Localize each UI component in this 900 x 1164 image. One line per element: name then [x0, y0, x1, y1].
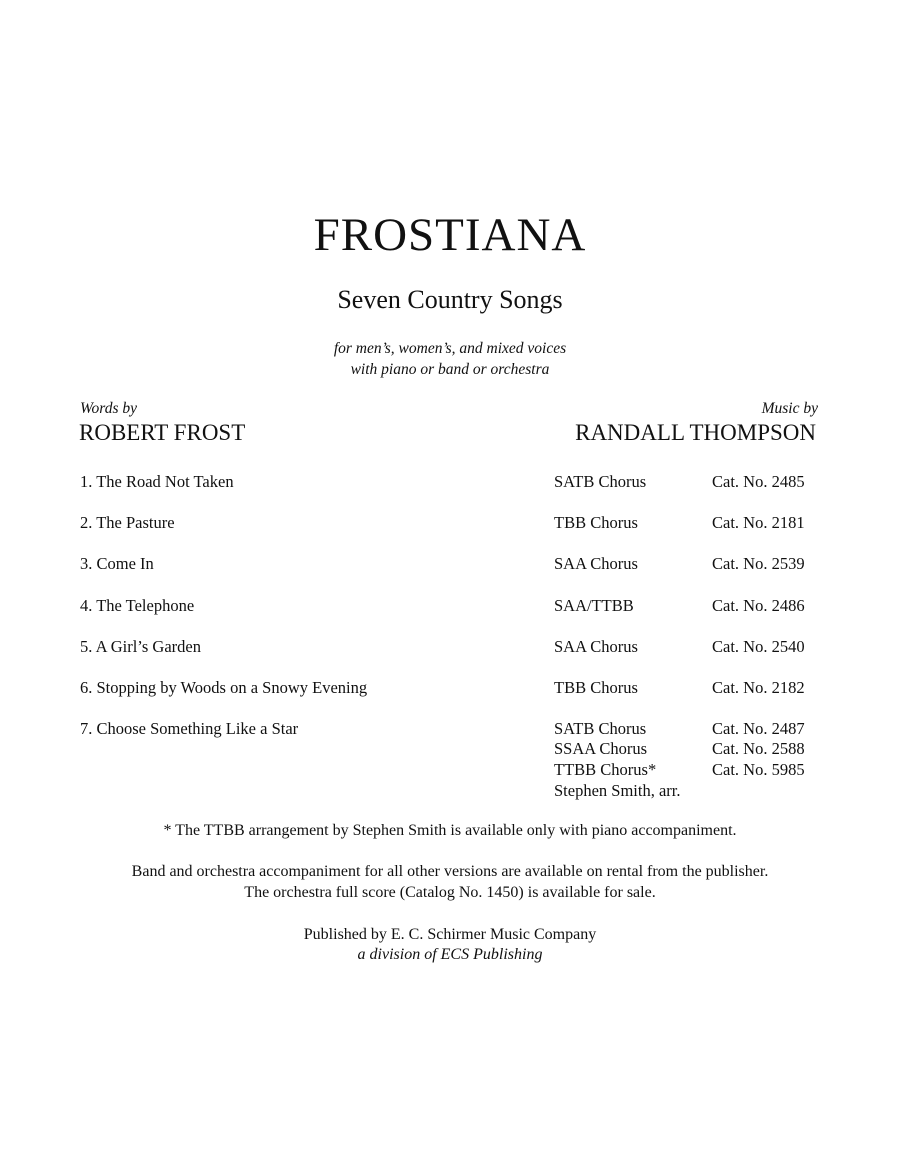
song-title: 1. The Road Not Taken: [80, 472, 234, 491]
song-title: 3. Come In: [80, 554, 154, 573]
song-title: 6. Stopping by Woods on a Snowy Evening: [80, 678, 368, 697]
song-catalog: Cat. No. 2588: [712, 739, 805, 758]
words-author: ROBERT FROST: [79, 420, 246, 445]
publisher-line-1: Published by E. C. Schirmer Music Company: [303, 926, 597, 943]
words-by-label: Words by: [80, 400, 137, 417]
song-catalog: Cat. No. 2539: [712, 554, 805, 573]
voicing-line-1: for men’s, women’s, and mixed voices: [333, 340, 567, 357]
song-catalog: Cat. No. 2487: [712, 719, 805, 738]
page-title: FROSTIANA: [313, 209, 587, 261]
song-catalog: Cat. No. 5985: [712, 760, 805, 779]
song-voicing: SSAA Chorus: [554, 739, 648, 758]
rental-note-line-1: Band and orchestra accompaniment for all other versions are available on rental from the publisher.: [131, 863, 769, 880]
page-subtitle: Seven Country Songs: [337, 285, 563, 314]
song-voicing: SAA/TTBB: [554, 596, 634, 615]
song-voicing: TTBB Chorus*: [554, 760, 657, 779]
arranger-credit: Stephen Smith, arr.: [554, 781, 681, 800]
song-voicing: SAA Chorus: [554, 554, 638, 573]
song-catalog: Cat. No. 2540: [712, 637, 805, 656]
song-voicing: TBB Chorus: [554, 513, 638, 532]
song-voicing: TBB Chorus: [554, 678, 638, 697]
song-catalog: Cat. No. 2182: [712, 678, 805, 697]
song-title: 2. The Pasture: [80, 513, 175, 532]
voicing-line-2: with piano or band or orchestra: [350, 361, 550, 378]
song-title: 5. A Girl’s Garden: [80, 637, 201, 656]
song-voicing: SATB Chorus: [554, 719, 647, 738]
song-catalog: Cat. No. 2181: [712, 513, 805, 532]
footnote: * The TTBB arrangement by Stephen Smith is available only with piano accompaniment.: [163, 822, 737, 839]
song-title: 4. The Telephone: [80, 596, 195, 615]
song-catalog: Cat. No. 2485: [712, 472, 805, 491]
rental-note-line-2: The orchestra full score (Catalog No. 1450) is available for sale.: [244, 884, 656, 901]
song-voicing: SATB Chorus: [554, 472, 647, 491]
song-catalog: Cat. No. 2486: [712, 596, 805, 615]
publisher-line-2: a division of ECS Publishing: [357, 946, 543, 963]
music-author: RANDALL THOMPSON: [575, 420, 816, 445]
song-title: 7. Choose Something Like a Star: [80, 719, 299, 738]
music-by-label: Music by: [761, 400, 818, 417]
song-voicing: SAA Chorus: [554, 637, 638, 656]
